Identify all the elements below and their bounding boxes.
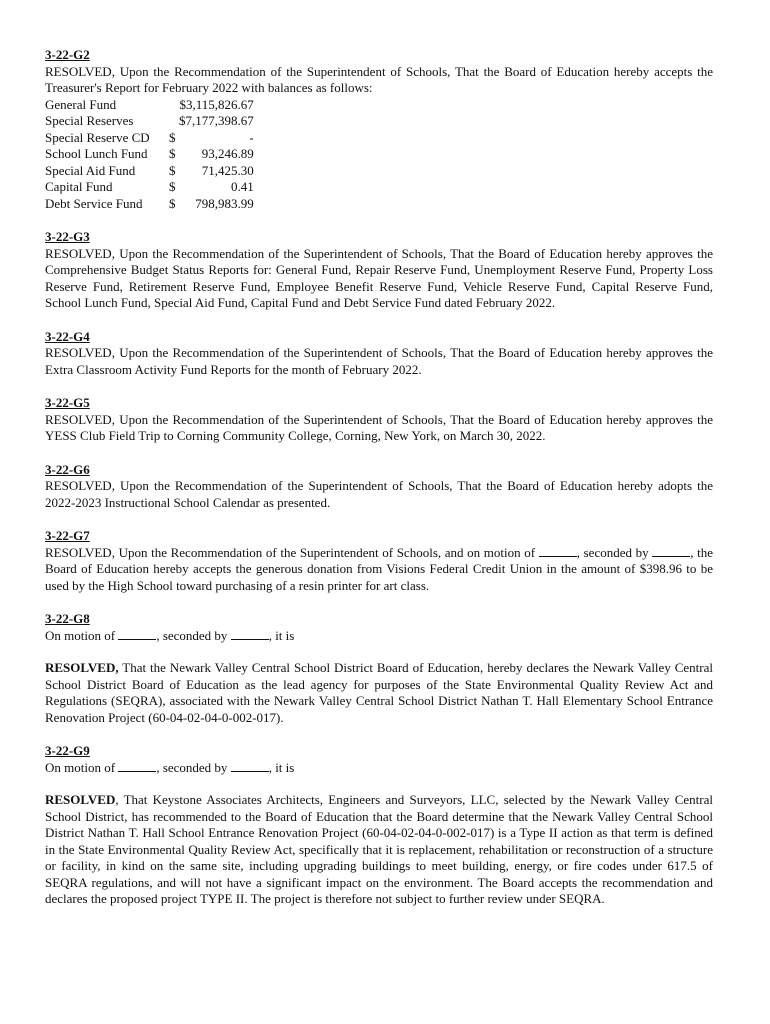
resolution-g3 xyxy=(45,229,713,312)
resolution-g9 xyxy=(45,743,713,908)
resolution-text: RESOLVED, Upon the Recommendation of the Superintendent of Schools, That the Board of Education hereby approves the Comprehensive Budget Status Reports for: General Fund, Repair Reserve Fund, Unemployment Reserve Fund, Property Loss Reserve Fund, Retirement Reserve Fund, Employee Benefit Reserve Fund, Vehicle Reserve Fund, Capital Reserve Fund, School Lunch Fund, Special Aid Fund, Capital Fund and Debt Service Fund dated February 2022. xyxy=(45,245,713,310)
motion-label: On motion of xyxy=(45,759,116,775)
resolution-code: 3-22-G4 xyxy=(45,328,90,344)
fund-name: Special Reserve CD xyxy=(45,129,150,145)
fund-amount: 0.41 xyxy=(231,179,254,194)
second-blank xyxy=(231,628,269,640)
resolution-text: RESOLVED, Upon the Recommendation of the Superintendent of Schools, That the Board of Education hereby approves the YESS Club Field Trip to Corning Community College, Corning, New York, on March 30, 2022. xyxy=(45,411,713,443)
fund-name: School Lunch Fund xyxy=(45,146,148,161)
fund-currency: $ xyxy=(169,162,176,178)
fund-row xyxy=(45,146,254,163)
resolution-code: 3-22-G9 xyxy=(45,743,90,758)
resolution-g5 xyxy=(45,395,713,445)
text-part: RESOLVED, Upon the Recommendation of the Superintendent of Schools, and on motion of xyxy=(45,544,536,560)
fund-currency xyxy=(169,113,179,130)
fund-balance-table xyxy=(45,97,254,213)
fund-row xyxy=(45,97,254,114)
resolution-code: 3-22-G8 xyxy=(45,611,90,626)
fund-amount: 798,983.99 xyxy=(195,195,254,211)
resolution-text xyxy=(45,792,713,908)
resolved-label: RESOLVED xyxy=(45,792,116,807)
resolution-g4 xyxy=(45,329,713,379)
fund-name: General Fund xyxy=(45,96,117,112)
fund-currency xyxy=(169,97,179,114)
resolution-text xyxy=(45,660,713,726)
document-page xyxy=(45,47,713,925)
second-label: , seconded by xyxy=(156,627,228,643)
fund-currency: $ xyxy=(169,146,176,161)
resolution-code: 3-22-G5 xyxy=(45,395,90,410)
text-part: , the Board of Education hereby accepts the generous donation from Visions Federal Credit Union in the amount of $398.96 to be used by the High School toward purchasing of a resin printer for art class. xyxy=(45,544,714,593)
resolution-g6 xyxy=(45,462,713,512)
motion-blank xyxy=(539,545,577,557)
resolved-body: , That Keystone Associates Architects, Engineers and Surveyors, LLC, selected by the Newark Valley Central School District, has recommended to the Board of Education that the Board determine that the Newark Valley Central School District Nathan T. Hall School Entrance Renovation Project (60-04-02-04-0-002-017) is a Type II action as that term is defined in the State Environmental Quality Review Act, specifically that it is replacement, rehabilitation or reconstruction of a structure or facility, in kind on the same site, including upgrading buildings to meet building, energy, or fire codes under 617.5 of SEQRA regulations, and will not have a significant impact on the environment. The Board accepts the recommendation and declares the proposed project TYPE II. The project is therefore not subject to further review under SEQRA. xyxy=(45,792,713,906)
fund-name: Special Aid Fund xyxy=(45,162,136,178)
fund-amount: - xyxy=(249,129,254,145)
second-label: , seconded by xyxy=(156,759,228,775)
text-part: , seconded by xyxy=(576,544,649,560)
resolution-code: 3-22-G3 xyxy=(45,229,90,244)
fund-amount: 71,425.30 xyxy=(201,162,254,178)
fund-row xyxy=(45,163,254,180)
motion-line xyxy=(45,628,713,645)
fund-amount: 93,246.89 xyxy=(201,146,254,161)
second-blank xyxy=(231,760,269,772)
motion-label: On motion of xyxy=(45,627,116,643)
fund-currency: $ xyxy=(169,195,176,211)
second-blank xyxy=(652,545,690,557)
resolution-text xyxy=(45,545,713,595)
fund-amount: $7,177,398.67 xyxy=(179,113,254,128)
resolution-g8 xyxy=(45,611,713,726)
motion-line xyxy=(45,760,713,777)
resolution-code: 3-22-G7 xyxy=(45,528,90,543)
resolution-text: RESOLVED, Upon the Recommendation of the Superintendent of Schools, That the Board of Education hereby approves the Extra Classroom Activity Fund Reports for the month of February 2022. xyxy=(45,345,713,377)
resolution-code: 3-22-G2 xyxy=(45,47,90,62)
fund-row xyxy=(45,179,254,196)
resolution-code: 3-22-G6 xyxy=(45,461,90,477)
motion-end: , it is xyxy=(268,627,295,643)
fund-name: Special Reserves xyxy=(45,113,134,128)
resolution-g2 xyxy=(45,47,713,212)
fund-name: Debt Service Fund xyxy=(45,195,143,211)
motion-blank xyxy=(118,628,156,640)
fund-row xyxy=(45,130,254,147)
fund-currency: $ xyxy=(169,179,176,194)
resolution-text: RESOLVED, Upon the Recommendation of the Superintendent of Schools, That the Board of Education hereby accepts the Treasurer's Report for February 2022 with balances as follows: xyxy=(45,63,713,95)
resolution-text: RESOLVED, Upon the Recommendation of the Superintendent of Schools, That the Board of Education hereby adopts the 2022-2023 Instructional School Calendar as presented. xyxy=(45,478,713,510)
resolution-g7 xyxy=(45,528,713,594)
resolved-label: RESOLVED, xyxy=(45,660,119,675)
motion-blank xyxy=(118,760,156,772)
fund-row xyxy=(45,196,254,213)
motion-end: , it is xyxy=(268,759,295,775)
fund-name: Capital Fund xyxy=(45,179,113,194)
fund-amount: $3,115,826.67 xyxy=(179,96,254,112)
fund-currency: $ xyxy=(169,129,176,145)
resolved-body: That the Newark Valley Central School District Board of Education, hereby declares the Newark Valley Central School District Board of Education as the lead agency for purposes of the State Environmental Quality Review Act and Regulations (SEQRA), associated with the Newark Valley Central School District Nathan T. Hall Elementary School Entrance Renovation Project (60-04-02-04-0-002-017). xyxy=(45,660,713,725)
fund-row xyxy=(45,113,254,130)
